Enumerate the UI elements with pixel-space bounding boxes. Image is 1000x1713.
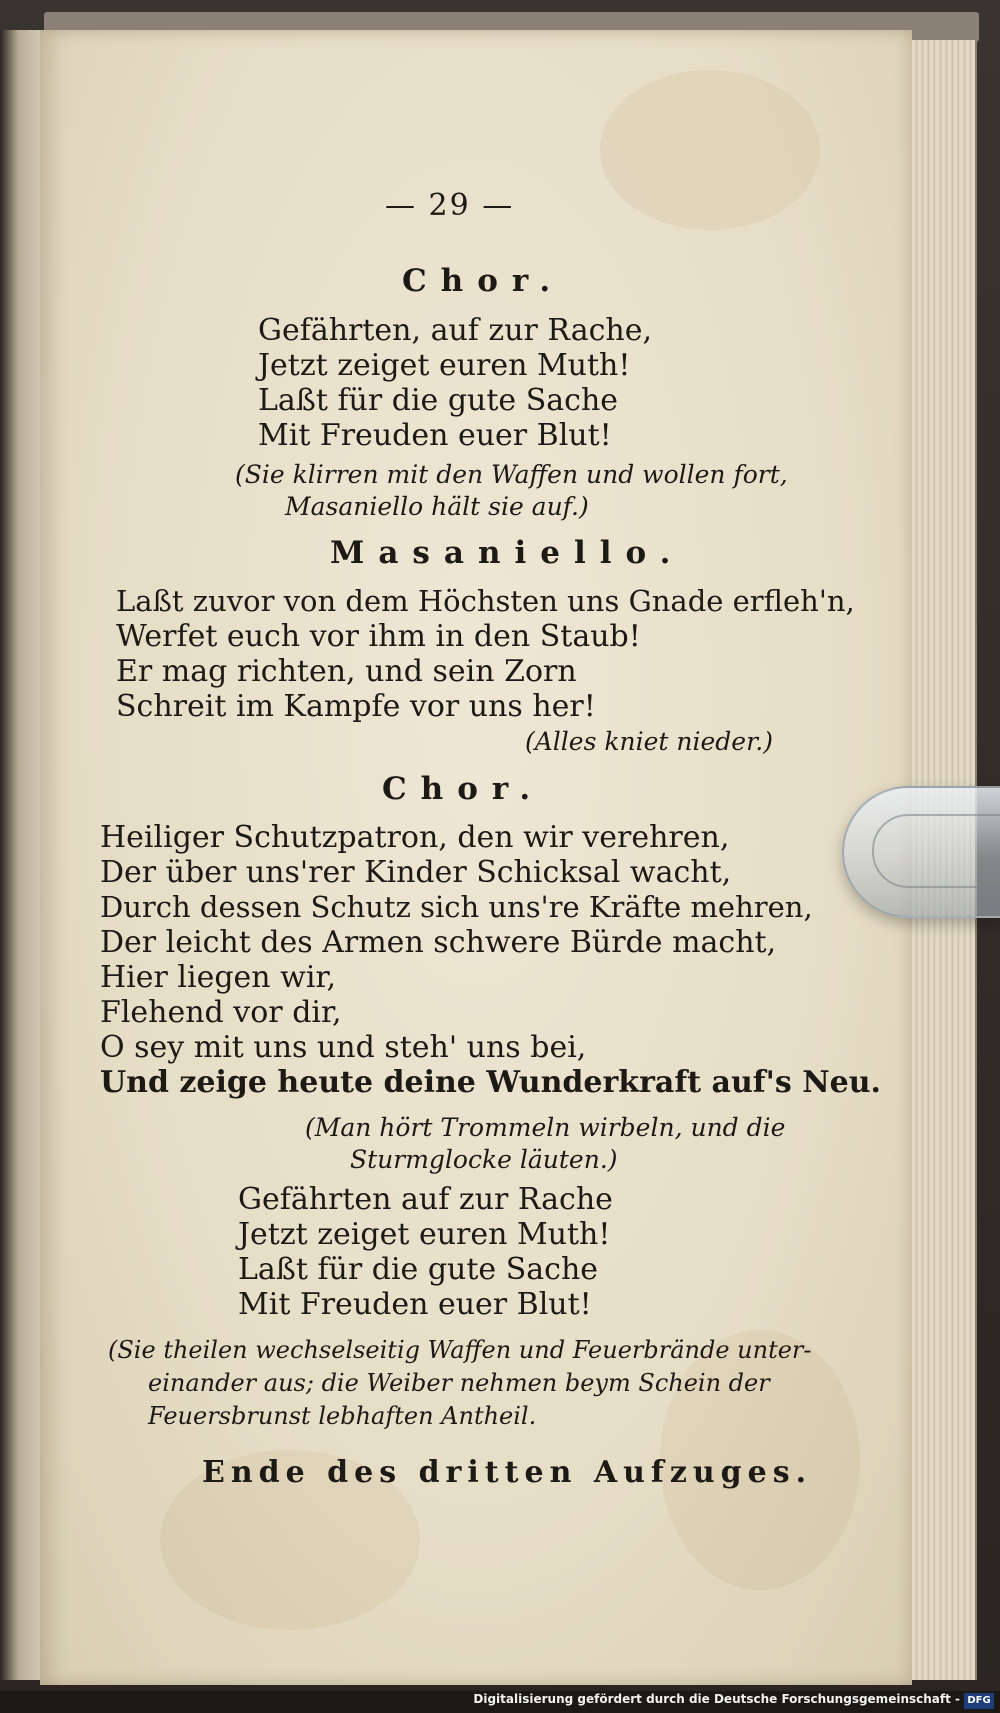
stage-direction: (Man hört Trommeln wirbeln, und die xyxy=(305,1113,786,1142)
verse-line: Durch dessen Schutz sich uns're Kräfte mehren, xyxy=(100,890,813,924)
verse-line: Und zeige heute deine Wunderkraft auf's Neu. xyxy=(100,1065,881,1100)
verse-line: Laßt für die gute Sache xyxy=(258,383,619,418)
book-page xyxy=(40,30,912,1685)
verse-line: Mit Freuden euer Blut! xyxy=(238,1287,592,1322)
verse-line: Er mag richten, und sein Zorn xyxy=(116,654,577,689)
page-number: — 29 — xyxy=(385,188,515,223)
stage-direction: (Sie theilen wechselseitig Waffen und Feuerbrände unter- xyxy=(108,1336,812,1364)
verse-line: Gefährten, auf zur Rache, xyxy=(258,313,652,348)
stage-direction: (Sie klirren mit den Waffen und wollen fort, xyxy=(235,460,788,489)
verse-line: O sey mit uns und steh' uns bei, xyxy=(100,1030,587,1065)
verse-line: Laßt für die gute Sache xyxy=(238,1252,599,1287)
stage-direction: Feuersbrunst lebhaften Antheil. xyxy=(148,1402,537,1430)
speaker-chor: Chor. xyxy=(402,263,565,299)
page-text xyxy=(40,30,912,1685)
digitization-credit: Digitalisierung gefördert durch die Deutsche Forschungsgemeinschaft - xyxy=(473,1692,960,1706)
stage-direction: Masaniello hält sie auf.) xyxy=(285,492,589,521)
verse-line: Flehend vor dir, xyxy=(100,995,342,1030)
speaker-chor: Chor. xyxy=(382,771,545,807)
verse-line: Hier liegen wir, xyxy=(100,960,337,995)
verse-line: Heiliger Schutzpatron, den wir verehren, xyxy=(100,820,730,855)
verse-line: Der über uns'rer Kinder Schicksal wacht, xyxy=(100,855,732,890)
dfg-logo: DFG xyxy=(964,1693,994,1709)
stage-direction: (Alles kniet nieder.) xyxy=(525,727,773,756)
verse-line: Laßt zuvor von dem Höchsten uns Gnade erfleh'n, xyxy=(116,584,855,618)
act-ending: Ende des dritten Aufzuges. xyxy=(202,1455,813,1490)
verse-line: Schreit im Kampfe vor uns her! xyxy=(116,689,596,724)
speaker-masaniello: Masaniello. xyxy=(330,535,685,571)
verse-line: Gefährten auf zur Rache xyxy=(238,1182,613,1217)
verse-line: Jetzt zeiget euren Muth! xyxy=(238,1217,611,1252)
stage-direction: einander aus; die Weiber nehmen beym Schein der xyxy=(148,1369,770,1397)
verse-line: Jetzt zeiget euren Muth! xyxy=(258,348,631,383)
stage-direction: Sturmglocke läuten.) xyxy=(350,1145,618,1174)
page-clip xyxy=(842,786,1000,918)
page-clip-inner xyxy=(872,814,1000,888)
verse-line: Der leicht des Armen schwere Bürde macht, xyxy=(100,925,777,960)
verse-line: Werfet euch vor ihm in den Staub! xyxy=(116,619,641,654)
verse-line: Mit Freuden euer Blut! xyxy=(258,418,612,453)
